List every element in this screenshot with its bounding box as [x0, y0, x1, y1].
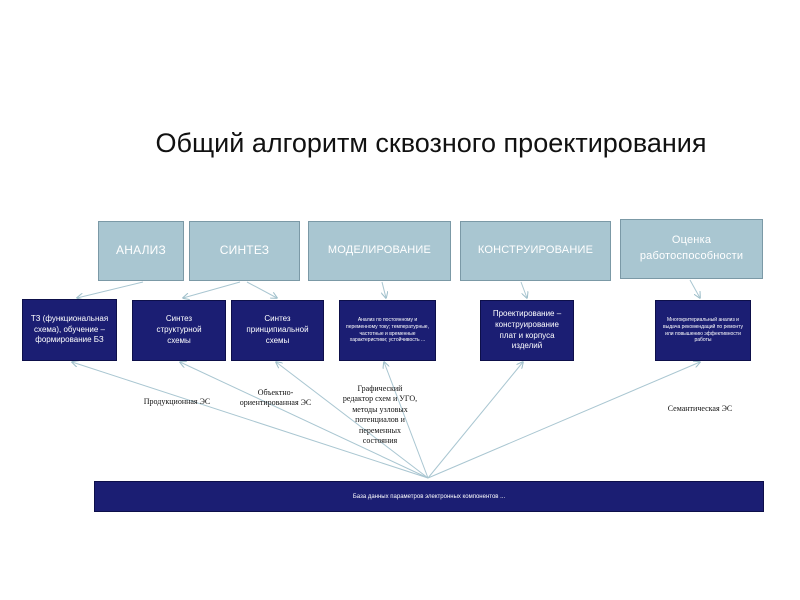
task-principal-synthesis: [231, 300, 324, 361]
diagram-title: Общий алгоритм сквозного проектирования: [155, 128, 707, 158]
stage-analysis: [98, 221, 184, 281]
label-oo-es: Объектно-ориентированная ЭС: [239, 388, 312, 408]
stage-construction-label: КОНСТРУИРОВАНИЕ: [477, 244, 594, 257]
arrow-db-multicriteria: [428, 362, 700, 478]
task-tz-label: ТЗ (функциональная схема), обучение – формирование БЗ: [30, 313, 109, 345]
task-structural-synthesis: [132, 300, 226, 361]
label-semantic-es: Семантическая ЭС: [667, 404, 733, 413]
arrow-evaluation-multicriteria: [690, 280, 700, 298]
task-pcb-design: [480, 300, 574, 361]
database-label: База данных параметров электронных компонентов ...: [352, 493, 506, 500]
task-multicriteria: [655, 300, 751, 361]
stage-synthesis-label: СИНТЕЗ: [219, 243, 270, 258]
arrow-analysis-tz: [77, 282, 143, 298]
task-analysis-label: Анализ по постоянному и переменному току; температурные, частотные и временные характеристики; устойчивость ...: [346, 317, 429, 344]
task-multicriteria-label: Многокритериальный анализ и выдача рекомендаций по ремонту или повышению эффективности работы: [663, 317, 743, 344]
arrow-synthesis-structural: [183, 282, 240, 298]
arrow-modeling-analysis: [382, 282, 386, 298]
stage-modeling-label: МОДЕЛИРОВАНИЕ: [327, 244, 432, 257]
stage-modeling: [308, 221, 451, 281]
task-structural-label: Синтез структурной схемы: [156, 314, 202, 345]
arrow-construction-pcb: [521, 282, 527, 298]
task-tz: [22, 299, 117, 361]
stage-evaluation: [620, 219, 763, 279]
stage-evaluation-label: Оценка работоспособности: [639, 234, 744, 262]
task-principal-label: Синтез принципиальной схемы: [246, 314, 309, 345]
label-production-es: Продукционная ЭС: [143, 397, 211, 406]
stage-synthesis: [189, 221, 300, 281]
stage-analysis-label: АНАЛИЗ: [116, 243, 166, 258]
component-database: [94, 481, 764, 512]
arrow-synthesis-principal: [247, 282, 277, 298]
stage-construction: [460, 221, 611, 281]
task-analysis: [339, 300, 436, 361]
arrow-db-pcb: [428, 362, 523, 478]
label-graphic-editor: Графический редактор схем и УГО, методы узловых потенциалов и переменных состояния: [342, 384, 418, 445]
task-pcb-label: Проектирование – конструирование плат и корпуса изделий: [492, 308, 562, 351]
